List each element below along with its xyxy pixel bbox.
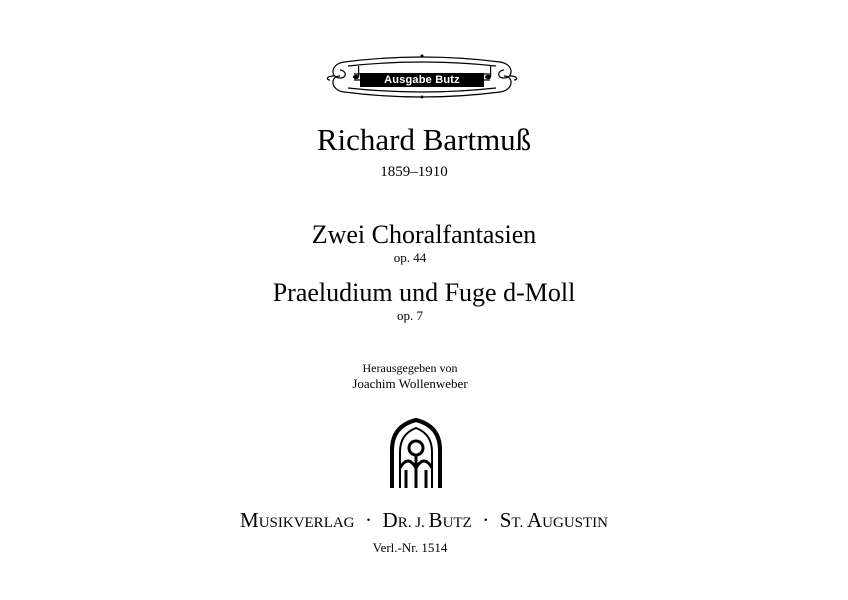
separator: · — [482, 508, 490, 532]
work-opus-1: op. 44 — [393, 250, 427, 265]
logo-label: Ausgabe Butz — [360, 73, 484, 87]
gothic-window-logo-icon — [388, 418, 444, 490]
work-title-2: Praeludium und Fuge d-Moll — [272, 278, 576, 307]
ausgabe-butz-logo — [324, 50, 520, 102]
publisher-part-2: DR. J. BUTZ — [382, 508, 472, 532]
editor-label: Herausgegeben von — [362, 361, 458, 375]
work-opus-2: op. 7 — [397, 308, 423, 323]
publisher-part-3: ST. AUGUSTIN — [499, 508, 608, 532]
publisher-number: Verl.-Nr. 1514 — [372, 540, 448, 555]
composer-name: Richard Bartmuß — [316, 122, 532, 157]
editor-name: Joachim Wollenweber — [352, 376, 468, 391]
publisher-part-1: MUSIKVERLAG — [240, 508, 355, 532]
composer-years: 1859–1910 — [380, 164, 448, 180]
separator: · — [365, 508, 373, 532]
publisher-line — [0, 508, 848, 535]
work-title-1: Zwei Choralfantasien — [311, 220, 537, 249]
